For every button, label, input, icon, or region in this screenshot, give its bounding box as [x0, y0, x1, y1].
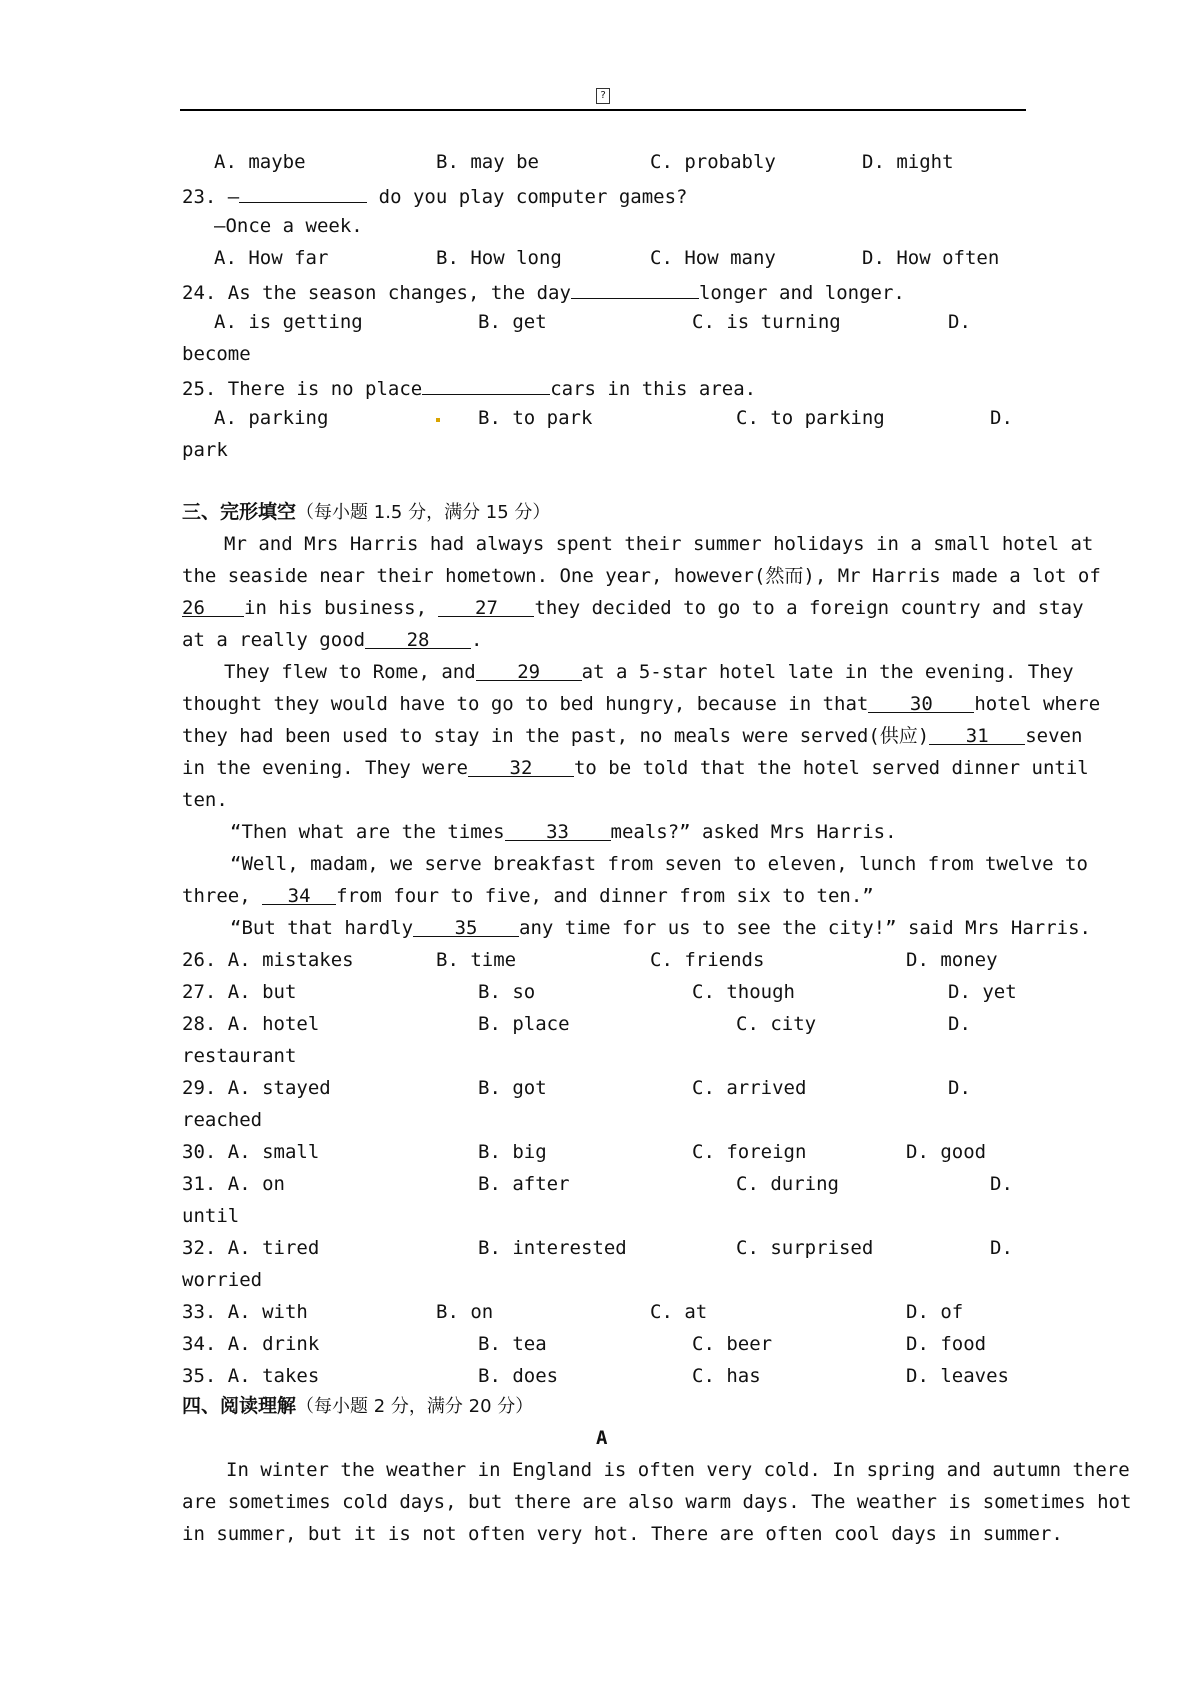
- cloze-26-option-a: 26. A. mistakes: [182, 949, 354, 971]
- cloze-31-option-d: D.: [990, 1173, 1013, 1195]
- passage-p2-line3: they had been used to stay in the past, no meals were served(供应) 31 seven: [182, 725, 1083, 747]
- header-mark: ?: [596, 88, 610, 104]
- q25-option-d: D.: [990, 407, 1013, 429]
- q25-question: 25. There is no place cars in this area.: [182, 374, 756, 401]
- cloze-34-option-a: 34. A. drink: [182, 1333, 320, 1355]
- q24-question: 24. As the season changes, the day longer and longer.: [182, 278, 905, 305]
- section-3-heading: 三、完形填空（每小题 1.5 分，满分 15 分）: [182, 501, 551, 523]
- cloze-28-option-d: D.: [948, 1013, 971, 1035]
- q24-option-d: D.: [948, 311, 971, 333]
- passage-p2-line1: They flew to Rome, and 29 at a 5-star hotel late in the evening. They: [224, 661, 1074, 683]
- passage-p3: “Then what are the times 33 meals?” asked Mrs Harris.: [230, 821, 897, 843]
- cloze-31-option-d-text: until: [182, 1205, 240, 1227]
- cloze-33-option-c: C. at: [650, 1301, 708, 1323]
- passage-p1-line1: Mr and Mrs Harris had always spent their summer holidays in a small hotel at: [224, 533, 1094, 555]
- q25-option-b: B. to park: [478, 407, 593, 429]
- cloze-28-option-d-text: restaurant: [182, 1045, 297, 1067]
- cloze-32-option-d-text: worried: [182, 1269, 263, 1291]
- cloze-29-option-d-text: reached: [182, 1109, 263, 1131]
- q22-option-b: B. may be: [436, 151, 539, 173]
- q24-option-d-text: become: [182, 343, 251, 365]
- header-rule: [180, 109, 1026, 111]
- cloze-32-option-d: D.: [990, 1237, 1013, 1259]
- q23-blank: [239, 182, 367, 203]
- q23-option-a: A. How far: [214, 247, 329, 269]
- reading-a-line1: In winter the weather in England is often very cold. In spring and autumn there: [226, 1459, 1130, 1481]
- blank-29: 29: [476, 660, 582, 681]
- q24-option-c: C. is turning: [692, 311, 841, 333]
- cloze-30-option-c: C. foreign: [692, 1141, 807, 1163]
- cloze-29-option-c: C. arrived: [692, 1077, 807, 1099]
- q22-option-d: D. might: [862, 151, 954, 173]
- passage-p5: “But that hardly 35 any time for us to see the city!” said Mrs Harris.: [230, 917, 1091, 939]
- cloze-32-option-c: C. surprised: [736, 1237, 874, 1259]
- blank-32: 32: [468, 756, 574, 777]
- q25-option-a: A. parking: [214, 407, 329, 429]
- cloze-26-option-d: D. money: [906, 949, 998, 971]
- cloze-29-option-b: B. got: [478, 1077, 547, 1099]
- cloze-28-option-b: B. place: [478, 1013, 570, 1035]
- reading-a-line3: in summer, but it is not often very hot. There are often cool days in summer.: [182, 1523, 1063, 1545]
- passage-p1-line4: at a really good 28 .: [182, 629, 483, 651]
- cloze-28-option-a: 28. A. hotel: [182, 1013, 320, 1035]
- cloze-31-option-a: 31. A. on: [182, 1173, 285, 1195]
- section-4-heading: 四、阅读理解（每小题 2 分，满分 20 分）: [182, 1395, 534, 1417]
- cloze-27-option-c: C. though: [692, 981, 795, 1003]
- q24-option-b: B. get: [478, 311, 547, 333]
- passage-p2-line4: in the evening. They were 32 to be told that the hotel served dinner until: [182, 757, 1089, 779]
- cloze-33-option-a: 33. A. with: [182, 1301, 308, 1323]
- cloze-30-option-d: D. good: [906, 1141, 987, 1163]
- blank-30: 30: [868, 692, 974, 713]
- q23-option-d: D. How often: [862, 247, 1000, 269]
- passage-p4-line2: three, 34 from four to five, and dinner from six to ten.”: [182, 885, 874, 907]
- cloze-35-option-c: C. has: [692, 1365, 761, 1387]
- blank-31: 31: [929, 724, 1025, 745]
- passage-p4-line1: “Well, madam, we serve breakfast from seven to eleven, lunch from twelve to: [230, 853, 1088, 875]
- cloze-32-option-b: B. interested: [478, 1237, 627, 1259]
- q23-question: 23. — do you play computer games?: [182, 182, 688, 209]
- cloze-33-option-b: B. on: [436, 1301, 494, 1323]
- cloze-35-option-d: D. leaves: [906, 1365, 1009, 1387]
- cloze-29-option-d: D.: [948, 1077, 971, 1099]
- cloze-26-option-b: B. time: [436, 949, 517, 971]
- cloze-30-option-b: B. big: [478, 1141, 547, 1163]
- blank-26: 26: [182, 596, 244, 617]
- cloze-31-option-c: C. during: [736, 1173, 839, 1195]
- cloze-35-option-b: B. does: [478, 1365, 559, 1387]
- cloze-31-option-b: B. after: [478, 1173, 570, 1195]
- cloze-34-option-d: D. food: [906, 1333, 987, 1355]
- q25-option-d-text: park: [182, 439, 228, 461]
- blank-27: 27: [438, 596, 534, 617]
- cloze-29-option-a: 29. A. stayed: [182, 1077, 331, 1099]
- stray-dot: [436, 418, 440, 422]
- blank-28: 28: [365, 628, 471, 649]
- cloze-35-option-a: 35. A. takes: [182, 1365, 320, 1387]
- q25-option-c: C. to parking: [736, 407, 885, 429]
- cloze-26-option-c: C. friends: [650, 949, 765, 971]
- cloze-28-option-c: C. city: [736, 1013, 817, 1035]
- passage-p2-line5: ten.: [182, 789, 228, 811]
- q22-option-c: C. probably: [650, 151, 776, 173]
- reading-a-line2: are sometimes cold days, but there are also warm days. The weather is sometimes hot: [182, 1491, 1132, 1513]
- cloze-34-option-b: B. tea: [478, 1333, 547, 1355]
- passage-p1-line2: the seaside near their hometown. One year, however(然而), Mr Harris made a lot of: [182, 565, 1101, 587]
- blank-35: 35: [413, 916, 519, 937]
- q24-option-a: A. is getting: [214, 311, 363, 333]
- cloze-27-option-d: D. yet: [948, 981, 1017, 1003]
- cloze-27-option-a: 27. A. but: [182, 981, 297, 1003]
- q25-blank: [422, 374, 550, 395]
- blank-33: 33: [505, 820, 611, 841]
- q23-option-c: C. How many: [650, 247, 776, 269]
- reading-part-a-label: A: [596, 1427, 608, 1449]
- passage-p2-line2: thought they would have to go to bed hungry, because in that 30 hotel where: [182, 693, 1101, 715]
- cloze-27-option-b: B. so: [478, 981, 536, 1003]
- q23-answer-line: —Once a week.: [214, 215, 363, 237]
- q23-option-b: B. How long: [436, 247, 562, 269]
- cloze-34-option-c: C. beer: [692, 1333, 773, 1355]
- cloze-32-option-a: 32. A. tired: [182, 1237, 320, 1259]
- cloze-30-option-a: 30. A. small: [182, 1141, 320, 1163]
- passage-p1-line3: 26 in his business, 27 they decided to go to a foreign country and stay: [182, 597, 1084, 619]
- q24-blank: [571, 278, 699, 299]
- q22-option-a: A. maybe: [214, 151, 306, 173]
- blank-34: 34: [262, 884, 336, 905]
- cloze-33-option-d: D. of: [906, 1301, 964, 1323]
